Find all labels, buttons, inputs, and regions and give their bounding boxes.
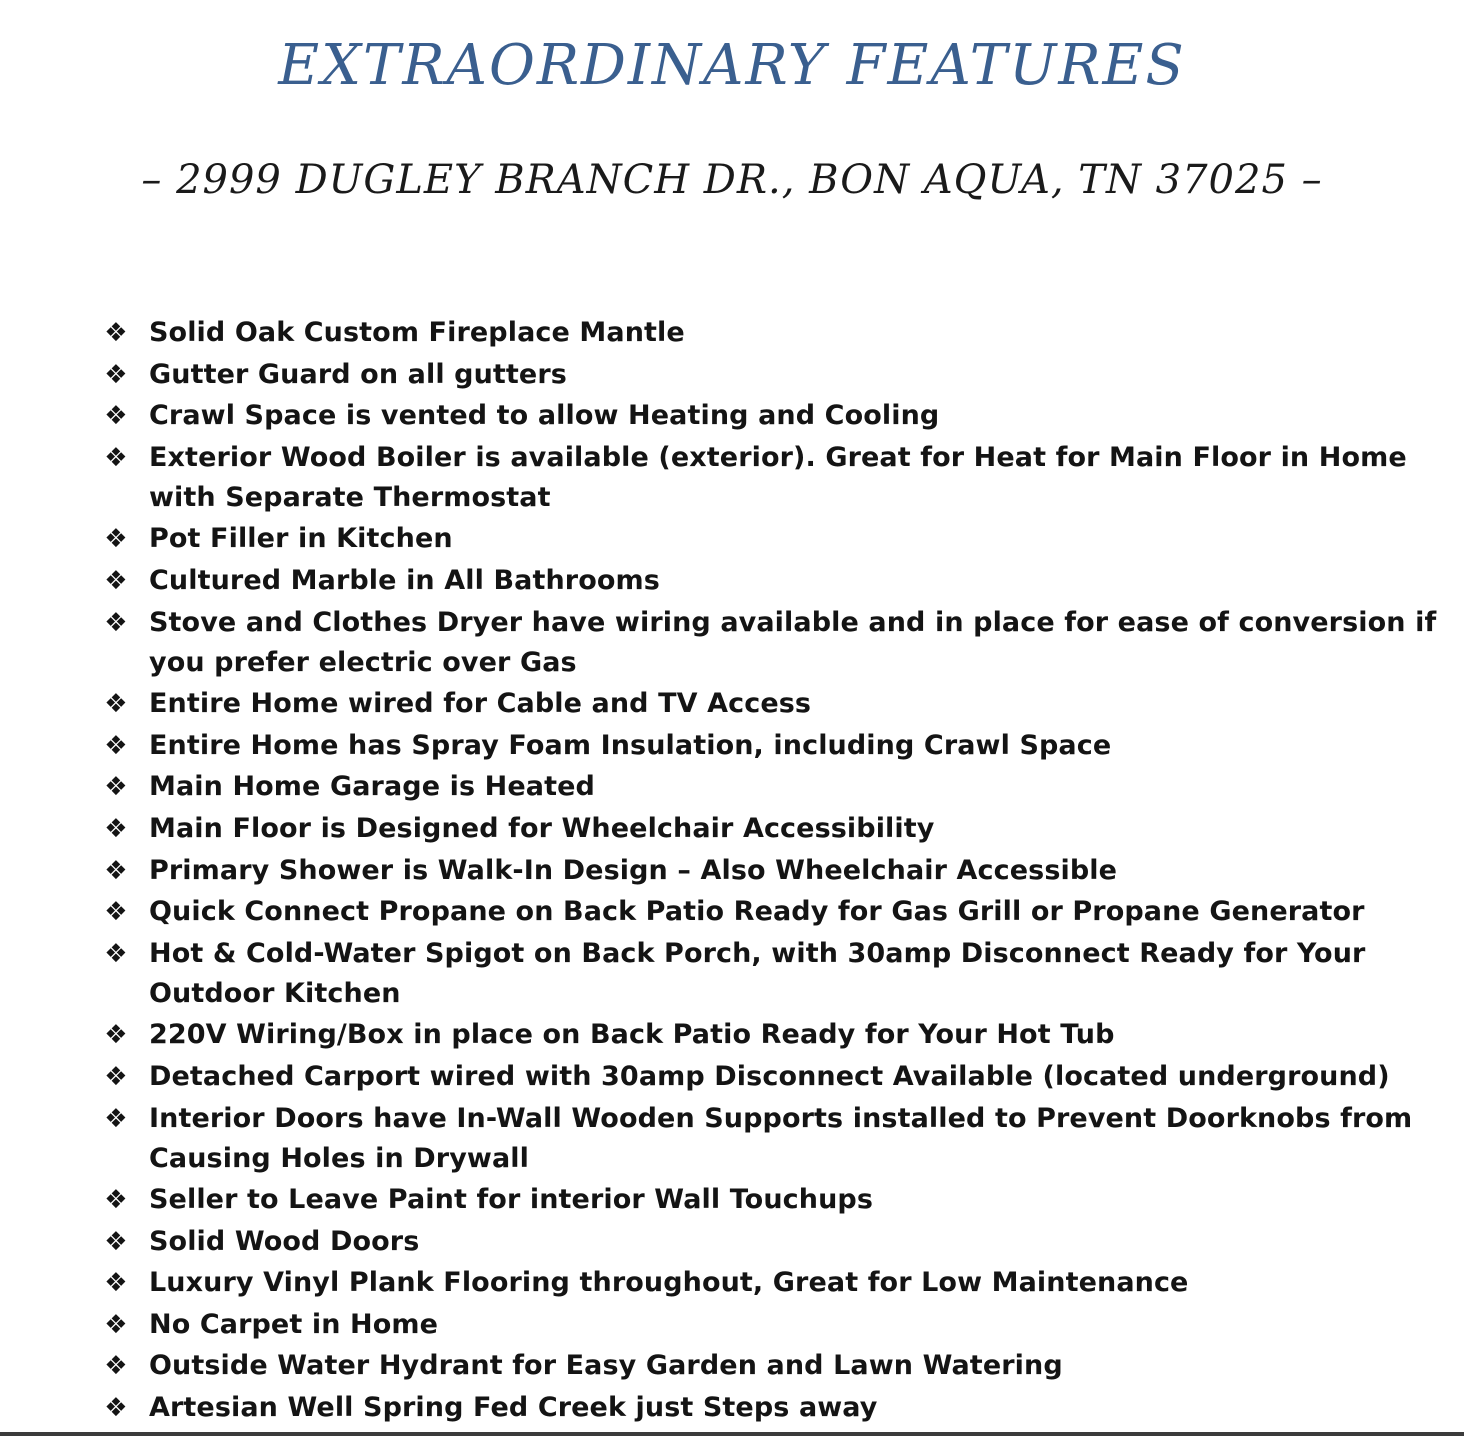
list-item bbox=[98, 1305, 1448, 1345]
list-item bbox=[98, 1099, 1448, 1179]
list-item bbox=[98, 851, 1448, 891]
feature-text: Detached Carport wired with 30amp Disconnect Available (located underground) bbox=[149, 1060, 1390, 1092]
feature-text: Solid Oak Custom Fireplace Mantle bbox=[149, 317, 685, 348]
list-item bbox=[98, 1346, 1448, 1386]
four-diamond-bullet-icon: ❖ bbox=[104, 1185, 128, 1216]
four-diamond-bullet-icon: ❖ bbox=[104, 1393, 128, 1424]
four-diamond-bullet-icon: ❖ bbox=[104, 1309, 128, 1340]
feature-text: Outside Water Hydrant for Easy Garden and Lawn Watering bbox=[149, 1350, 1063, 1382]
four-diamond-bullet-icon: ❖ bbox=[104, 401, 128, 432]
feature-text: Seller to Leave Paint for interior Wall Touchups bbox=[149, 1184, 874, 1216]
list-item bbox=[98, 767, 1448, 807]
page-title: EXTRAORDINARY FEATURES bbox=[278, 33, 1186, 98]
four-diamond-bullet-icon: ❖ bbox=[104, 813, 128, 844]
four-diamond-bullet-icon: ❖ bbox=[104, 524, 128, 555]
feature-text: Quick Connect Propane on Back Patio Ready for Gas Grill or Propane Generator bbox=[149, 896, 1365, 928]
list-item bbox=[98, 1222, 1448, 1262]
four-diamond-bullet-icon: ❖ bbox=[104, 607, 128, 638]
list-item bbox=[98, 934, 1448, 1014]
feature-text: Gutter Guard on all gutters bbox=[149, 358, 567, 390]
list-item bbox=[98, 396, 1448, 436]
bottom-divider bbox=[0, 1432, 1464, 1436]
four-diamond-bullet-icon: ❖ bbox=[104, 855, 128, 886]
property-address: – 2999 DUGLEY BRANCH DR., BON AQUA, TN 37025 – bbox=[141, 157, 1323, 203]
four-diamond-bullet-icon: ❖ bbox=[104, 1061, 128, 1092]
feature-text: 220V Wiring/Box in place on Back Patio Ready for Your Hot Tub bbox=[149, 1019, 1115, 1051]
feature-text: Cultured Marble in All Bathrooms bbox=[149, 564, 660, 596]
list-item bbox=[98, 684, 1448, 724]
feature-text: Hot & Cold-Water Spigot on Back Porch, with 30amp Disconnect Ready for Your Outdoor Kitchen bbox=[149, 937, 1366, 1009]
list-item bbox=[98, 1263, 1448, 1303]
list-item bbox=[98, 603, 1448, 683]
list-item bbox=[98, 561, 1448, 601]
feature-text: Stove and Clothes Dryer have wiring available and in place for ease of conversion if you prefer electric over Gas bbox=[149, 606, 1437, 678]
feature-text: No Carpet in Home bbox=[149, 1308, 439, 1340]
four-diamond-bullet-icon: ❖ bbox=[104, 730, 128, 761]
feature-text: Main Home Garage is Heated bbox=[149, 771, 595, 803]
four-diamond-bullet-icon: ❖ bbox=[104, 772, 128, 803]
feature-text: Solid Wood Doors bbox=[149, 1225, 420, 1257]
feature-text: Artesian Well Spring Fed Creek just Steps away bbox=[149, 1392, 878, 1424]
four-diamond-bullet-icon: ❖ bbox=[104, 442, 128, 473]
four-diamond-bullet-icon: ❖ bbox=[104, 1103, 128, 1134]
list-item bbox=[98, 1388, 1448, 1428]
list-item bbox=[98, 355, 1448, 395]
four-diamond-bullet-icon: ❖ bbox=[104, 938, 128, 969]
four-diamond-bullet-icon: ❖ bbox=[104, 1268, 128, 1299]
list-item bbox=[98, 519, 1448, 559]
four-diamond-bullet-icon: ❖ bbox=[104, 359, 128, 390]
four-diamond-bullet-icon: ❖ bbox=[104, 565, 128, 596]
list-item bbox=[98, 1057, 1448, 1097]
four-diamond-bullet-icon: ❖ bbox=[104, 1020, 128, 1051]
feature-text: Crawl Space is vented to allow Heating and Cooling bbox=[149, 400, 940, 432]
feature-text: Interior Doors have In-Wall Wooden Supports installed to Prevent Doorknobs from Causing Holes in Drywall bbox=[149, 1102, 1413, 1174]
list-item bbox=[98, 809, 1448, 849]
list-item bbox=[98, 1180, 1448, 1220]
feature-text: Pot Filler in Kitchen bbox=[149, 523, 453, 555]
feature-text: Entire Home wired for Cable and TV Access bbox=[149, 688, 812, 720]
feature-text: Luxury Vinyl Plank Flooring throughout, Great for Low Maintenance bbox=[149, 1267, 1189, 1299]
four-diamond-bullet-icon: ❖ bbox=[104, 897, 128, 928]
feature-text: Main Floor is Designed for Wheelchair Accessibility bbox=[149, 812, 935, 844]
four-diamond-bullet-icon: ❖ bbox=[104, 1226, 128, 1257]
feature-text: Entire Home has Spray Foam Insulation, including Crawl Space bbox=[149, 729, 1112, 761]
four-diamond-bullet-icon: ❖ bbox=[104, 689, 128, 720]
list-item bbox=[98, 1015, 1448, 1055]
list-item bbox=[98, 726, 1448, 766]
list-item bbox=[98, 892, 1448, 932]
feature-text: Exterior Wood Boiler is available (exterior). Great for Heat for Main Floor in Home with Separate Thermostat bbox=[149, 441, 1407, 513]
list-item bbox=[98, 438, 1448, 518]
feature-text: Primary Shower is Walk-In Design – Also Wheelchair Accessible bbox=[149, 854, 1118, 886]
list-item bbox=[98, 313, 1448, 353]
four-diamond-bullet-icon: ❖ bbox=[104, 318, 128, 348]
four-diamond-bullet-icon: ❖ bbox=[104, 1351, 128, 1382]
features-list bbox=[98, 313, 1448, 1430]
